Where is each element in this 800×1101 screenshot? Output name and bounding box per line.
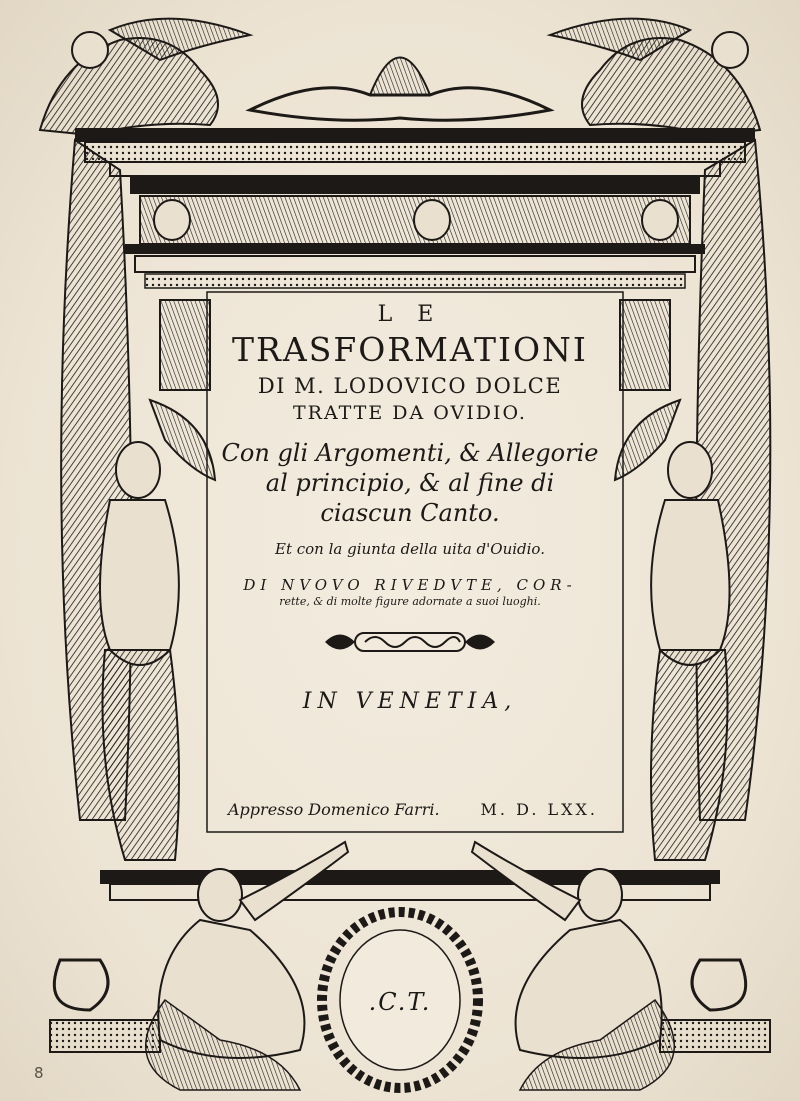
panel-left bbox=[160, 300, 210, 390]
description-line-3: ciascun Canto. bbox=[320, 499, 500, 527]
satyress-left bbox=[100, 400, 215, 860]
main-title: TRASFORMATIONI bbox=[232, 330, 588, 369]
title-text-block bbox=[212, 300, 608, 717]
revised-line: DI NVOVO RIVEDVTE, COR- bbox=[243, 576, 577, 594]
entablature bbox=[75, 128, 755, 288]
addition-line: Et con la giunta della uita d'Ouidio. bbox=[275, 540, 545, 558]
cherub-right bbox=[550, 19, 760, 135]
artist-monogram: .C.T. bbox=[368, 988, 432, 1016]
panel-right bbox=[620, 300, 670, 390]
description-line-1: Con gli Argomenti, & Allegorie bbox=[221, 439, 599, 467]
cherub-left bbox=[40, 19, 250, 135]
pencil-annotation: 8 bbox=[34, 1064, 44, 1082]
imprint-date: M. D. LXX. bbox=[480, 800, 598, 819]
description-line-2: al principio, & al fine di bbox=[265, 469, 555, 497]
revised-line-2: rette, & di molte figure adornate a suoi luoghi. bbox=[279, 595, 541, 608]
imprint-place: IN VENETIA, bbox=[302, 689, 518, 714]
title-article: L E bbox=[377, 302, 443, 327]
printers-ornament bbox=[320, 627, 500, 657]
author-line: DI M. LODOVICO DOLCE bbox=[257, 374, 563, 398]
publisher: Appresso Domenico Farri. bbox=[228, 800, 440, 819]
satyress-right bbox=[615, 400, 730, 860]
shell-crest bbox=[250, 58, 550, 121]
source-line: TRATTE DA OVIDIO. bbox=[293, 402, 527, 424]
